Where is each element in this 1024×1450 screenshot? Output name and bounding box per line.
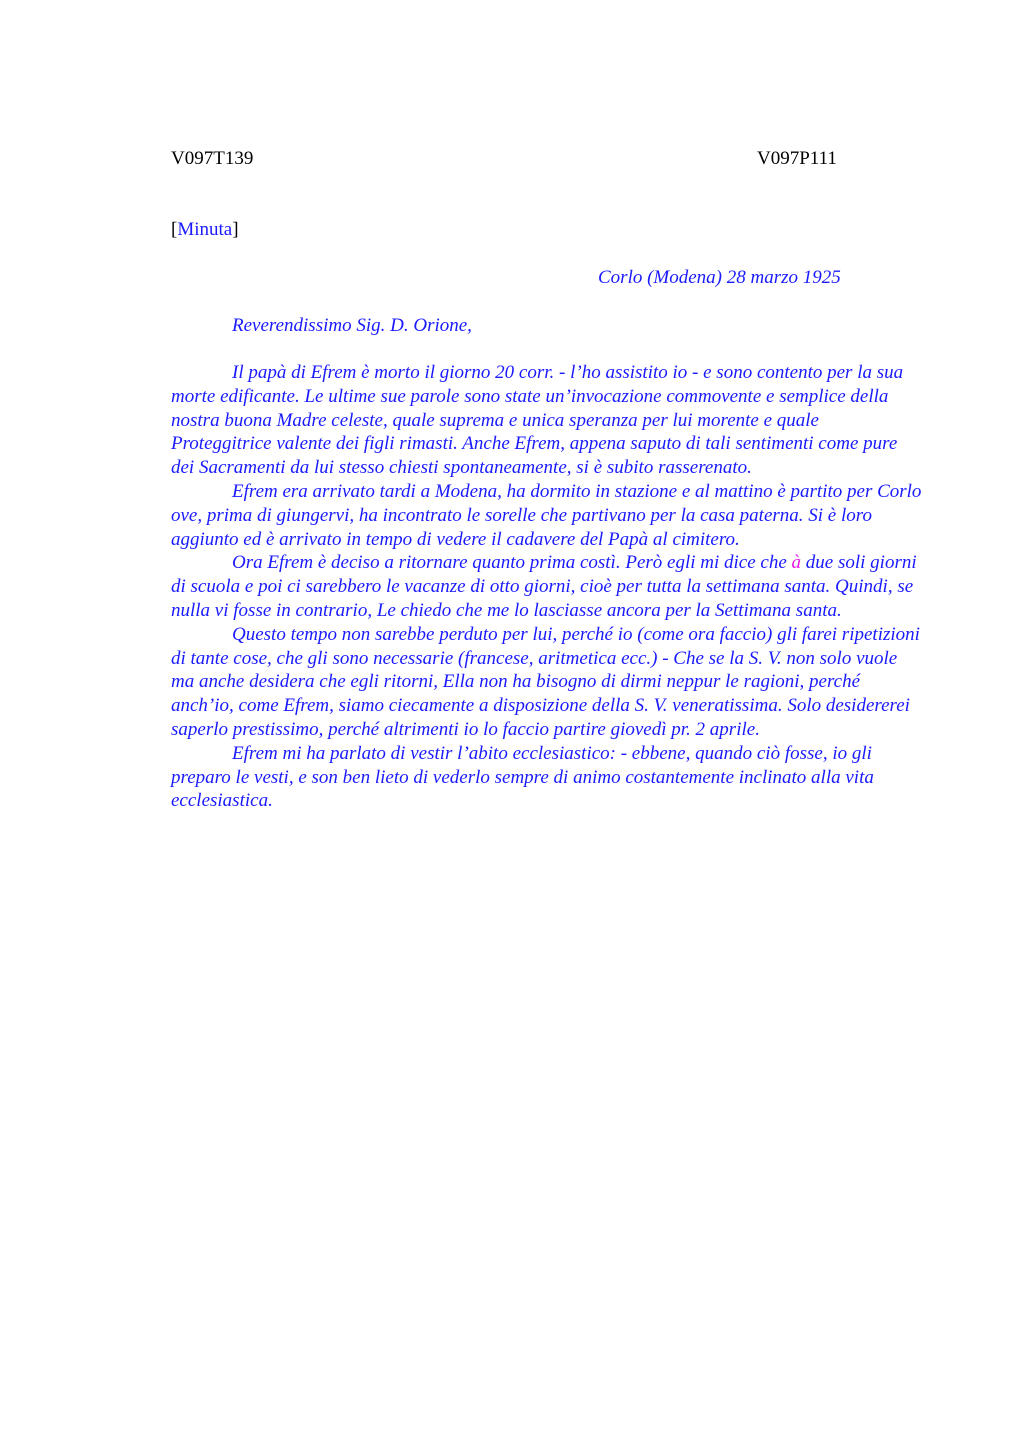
paragraph-text-after: due soli giorni di scuola e poi ci sarebbero le vacanze di otto giorni, cioè per tutta la settimana santa. Quindi, se nulla vi fosse in contrario, Le chiedo che me lo lasciasse ancora per la Settimana santa.: [171, 552, 917, 621]
letter-paragraph: [171, 551, 923, 622]
letter-paragraph: Efrem era arrivato tardi a Modena, ha dormito in stazione e al mattino è partito per Corlo ove, prima di giungervi, ha incontrato le sorelle che partivano per la casa paterna. Si è loro aggiunto ed è arrivato in tempo di vedere il cadavere del Papà al cimitero.: [171, 480, 922, 550]
letter-paragraph: Questo tempo non sarebbe perduto per lui, perché io (come ora faccio) gli farei ripetizioni di tante cose, che gli sono necessarie (francese, aritmetica ecc.) - Che se la S. V. non solo vuole ma anche desidera che egli ritorni, Ella non ha bisogno di dirmi neppur le ragioni, perché anch’io, come Efrem, siamo ciecamente a disposizione della S. V. veneratissima. Solo desidererei saperlo prestissimo, perché altrimenti io lo faccio partire giovedì pr. 2 aprile.: [171, 623, 920, 740]
letter-paragraph: Efrem mi ha parlato di vestir l’abito ecclesiastico: - ebbene, quando ciò fosse, io gli preparo le vesti, e son ben lieto di vederlo sempre di animo costantemente inclinato alla vita ecclesiastica.: [171, 742, 874, 812]
volume-page-code: V097P111: [757, 148, 837, 169]
minuta-word: Minuta: [177, 219, 233, 240]
letter-dateline: Corlo (Modena) 28 marzo 1925: [598, 267, 841, 288]
letter-paragraph: Il papà di Efrem è morto il giorno 20 corr. - l’ho assistito io - e sono contento per la sua morte edificante. Le ultime sue parole sono state un’invocazione commovente e semplice della nostra buona Madre celeste, quale suprema e unica speranza per lui morente e quale Proteggitrice valente dei figli rimasti. Anche Efrem, appena saputo di tali sentimenti come pure dei Sacramenti da lui stesso chiesti spontaneamente, si è subito rasserenato.: [171, 362, 904, 479]
letter-salutation: Reverendissimo Sig. D. Orione,: [232, 315, 472, 336]
letter-body: [171, 361, 923, 813]
minuta-close-bracket: ]: [232, 219, 239, 240]
highlighted-correction: à: [791, 552, 802, 574]
paragraph-text-before: Ora Efrem è deciso a ritornare quanto prima costì. Però egli mi dice che: [232, 552, 792, 574]
volume-text-code: V097T139: [171, 148, 254, 169]
minuta-open-bracket: [: [171, 219, 178, 240]
minuta-label: [171, 218, 239, 242]
